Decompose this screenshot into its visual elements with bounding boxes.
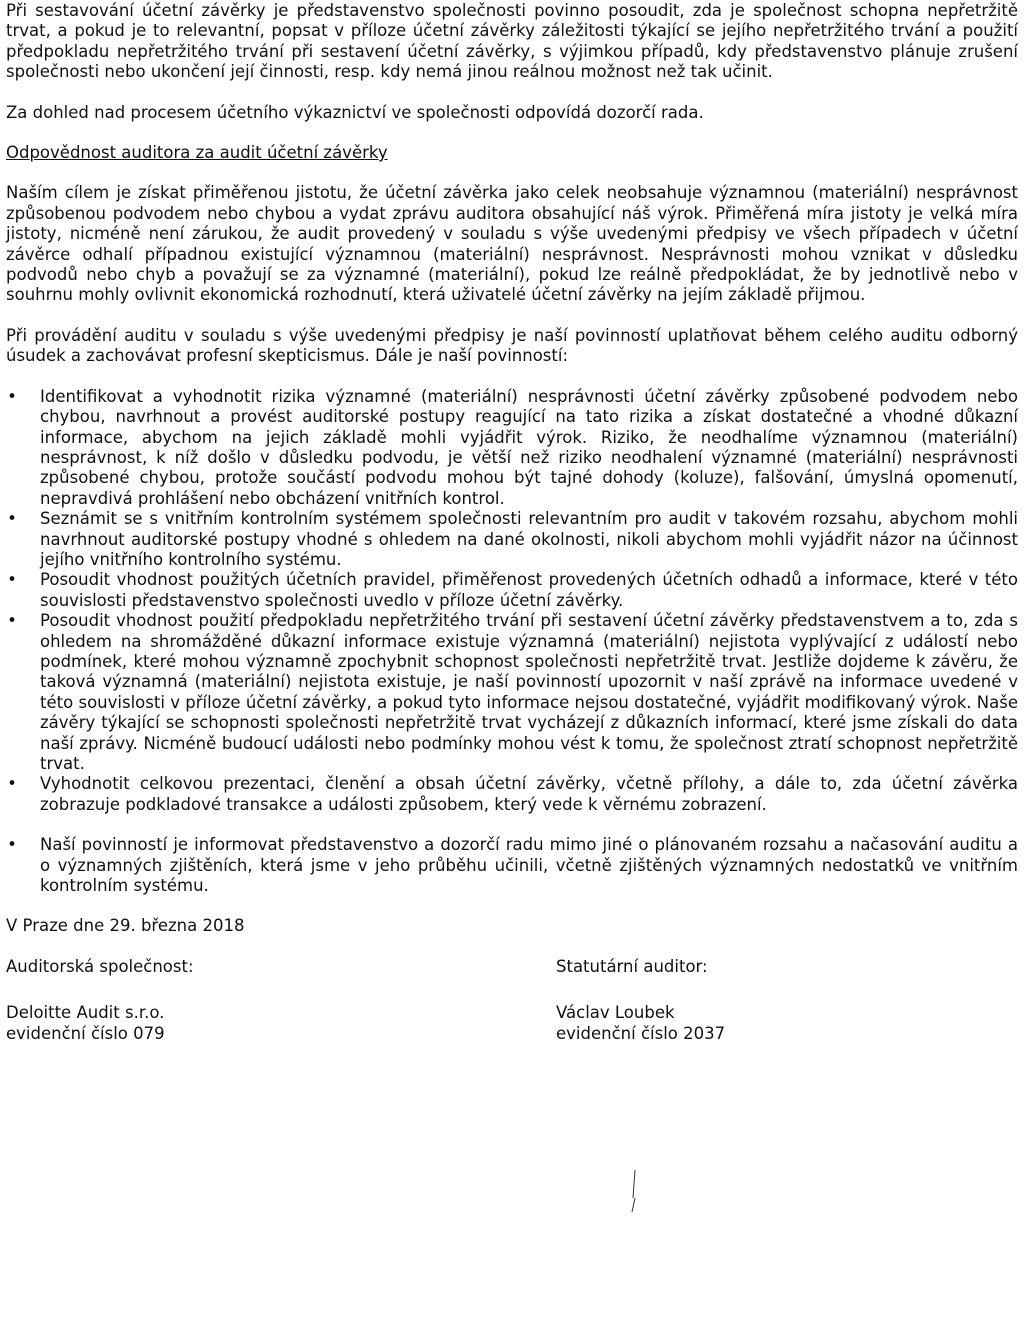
list-item-text: Vyhodnotit celkovou prezentaci, členění a obsah účetní závěrky, včetně přílohy, a dále to, zda účetní závěrka zobrazuje podkladové transakce a události způsobem, který vede k věrnému zobrazení. bbox=[40, 774, 1018, 814]
audit-firm-block bbox=[6, 957, 194, 1044]
list-item bbox=[6, 570, 1018, 611]
statutory-auditor-block bbox=[556, 957, 725, 1044]
list-item-text: Identifikovat a vyhodnotit rizika významné (materiální) nesprávnosti účetní závěrky způsobené podvodem nebo chybou, navrhnout a provést auditorské postupy reagující na tato rizika a získat dostatečné a vhodné důkazní informace, abychom na jejich základě mohli vyjádřit výrok. Riziko, že neodhalíme významnou (materiální) nesprávnost, k níž došlo v důsledku podvodu, je větší než riziko neodhalení významné (materiální) nesprávnosti způsobené chybou, protože součástí podvodu mohou být tajné dohody (koluze), falšování, úmyslná opomenutí, nepravdivá prohlášení nebo obcházení vnitřních kontrol. bbox=[40, 386, 1018, 508]
audit-firm-title: Auditorská společnost: bbox=[6, 956, 194, 976]
audit-report-page bbox=[6, 0, 1018, 1077]
list-item bbox=[6, 509, 1018, 570]
procedures-paragraph: Při provádění auditu v souladu s výše uvedenými předpisy je naší povinností uplatňovat během celého auditu odborný úsudek a zachovávat profesní skepticismus. Dále je naší povinností: bbox=[6, 325, 1018, 366]
bullet-icon: • bbox=[7, 835, 17, 855]
list-item-text: Posoudit vhodnost použitých účetních pravidel, přiměřenost provedených účetních odhadů a informace, které v této souvislosti představenstvo společnosti uvedlo v příloze účetní závěrky. bbox=[40, 570, 1018, 610]
bullet-icon: • bbox=[7, 386, 17, 406]
audit-firm-name: Deloitte Audit s.r.o. bbox=[6, 1003, 165, 1023]
audit-firm-number: evidenční číslo 079 bbox=[6, 1023, 165, 1043]
list-item bbox=[6, 611, 1018, 774]
list-item bbox=[6, 774, 1018, 815]
list-item-text: Seznámit se s vnitřním kontrolním systémem společnosti relevantním pro audit v takovém rozsahu, abychom mohli navrhnout auditorské postupy vhodné s ohledem na dané okolnosti, nikoli abychom mohli vyjádřit názor na účinnost jejího vnitřního kontrolního systému. bbox=[40, 509, 1018, 569]
statutory-auditor-number: evidenční číslo 2037 bbox=[556, 1023, 726, 1043]
bullet-icon: • bbox=[7, 509, 17, 529]
bullet-icon: • bbox=[7, 611, 17, 631]
signature-stroke-icon bbox=[629, 1168, 649, 1218]
duties-list bbox=[6, 387, 1018, 897]
signature-block bbox=[6, 957, 1018, 1077]
auditor-goal-paragraph: Naším cílem je získat přiměřenou jistotu, že účetní závěrka jako celek neobsahuje významnou (materiální) nesprávnost způsobenou podvodem nebo chybou a vydat zprávu auditora obsahující náš výrok. Přiměřená míra jistoty je velká míra jistoty, nicméně není zárukou, že audit provedený v souladu s výše uvedenými předpisy ve všech případech v účetní závěrce odhalí případnou existující významnou (materiální) nesprávnost. Nesprávnosti mohou vznikat v důsledku podvodů nebo chyb a považují se za významné (materiální), pokud lze reálně předpokládat, že by jednotlivě nebo v souhrnu mohly ovlivnit ekonomická rozhodnutí, která uživatelé účetní závěrky na jejím základě přijmou. bbox=[6, 183, 1018, 305]
date-line: V Praze dne 29. března 2018 bbox=[6, 916, 245, 936]
list-item bbox=[6, 835, 1018, 896]
bullet-icon: • bbox=[7, 570, 17, 590]
list-item-text: Naší povinností je informovat představenstvo a dozorčí radu mimo jiné o plánovaném rozsahu a načasování auditu a o významných zjištěních, která jsme v jeho průběhu učinili, včetně zjištěných významných nedostatků ve vnitřním kontrolním systému. bbox=[40, 835, 1018, 896]
oversight-paragraph: Za dohled nad procesem účetního výkaznictví ve společnosti odpovídá dozorčí rada. bbox=[6, 102, 704, 122]
section-heading: Odpovědnost auditora za audit účetní závěrky bbox=[6, 143, 388, 163]
list-item bbox=[6, 387, 1018, 509]
list-item-text: Posoudit vhodnost použití předpokladu nepřetržitého trvání při sestavení účetní závěrky představenstvem a to, zda s ohledem na shromážděné důkazní informace existuje významná (materiální) nejistota vyplývající z událostí nebo podmínek, které mohou významně zpochybnit schopnost společnosti nepřetržitě trvat. Jestliže dojdeme k závěru, že taková významná (materiální) nejistota existuje, je naší povinností upozornit v naší zprávě na informace uvedené v této souvislosti v příloze účetní závěrky, a pokud tyto informace nejsou dostatečné, vyjádřit modifikovaný výrok. Naše závěry týkající se schopnosti společnosti nepřetržitě trvat vycházejí z důkazních informací, které jsme získali do data naší zprávy. Nicméně budoucí události nebo podmínky mohou vést k tomu, že společnost ztratí schopnost nepřetržitě trvat. bbox=[40, 611, 1018, 773]
spacer bbox=[556, 977, 725, 1003]
statutory-auditor-title: Statutární auditor: bbox=[556, 956, 708, 976]
spacer bbox=[6, 977, 194, 1003]
bullet-icon: • bbox=[7, 774, 17, 794]
statutory-auditor-name: Václav Loubek bbox=[556, 1003, 675, 1023]
going-concern-paragraph: Při sestavování účetní závěrky je představenstvo společnosti povinno posoudit, zda je společnost schopna nepřetržitě trvat, a pokud je to relevantní, popsat v příloze účetní závěrky záležitosti týkající se jejího nepřetržitého trvání a použití předpokladu nepřetržitého trvání při sestavení účetní závěrky, s výjimkou případů, kdy představenstvo plánuje zrušení společnosti nebo ukončení její činnosti, resp. kdy nemá jinou reálnou možnost než tak učinit. bbox=[6, 1, 1018, 82]
